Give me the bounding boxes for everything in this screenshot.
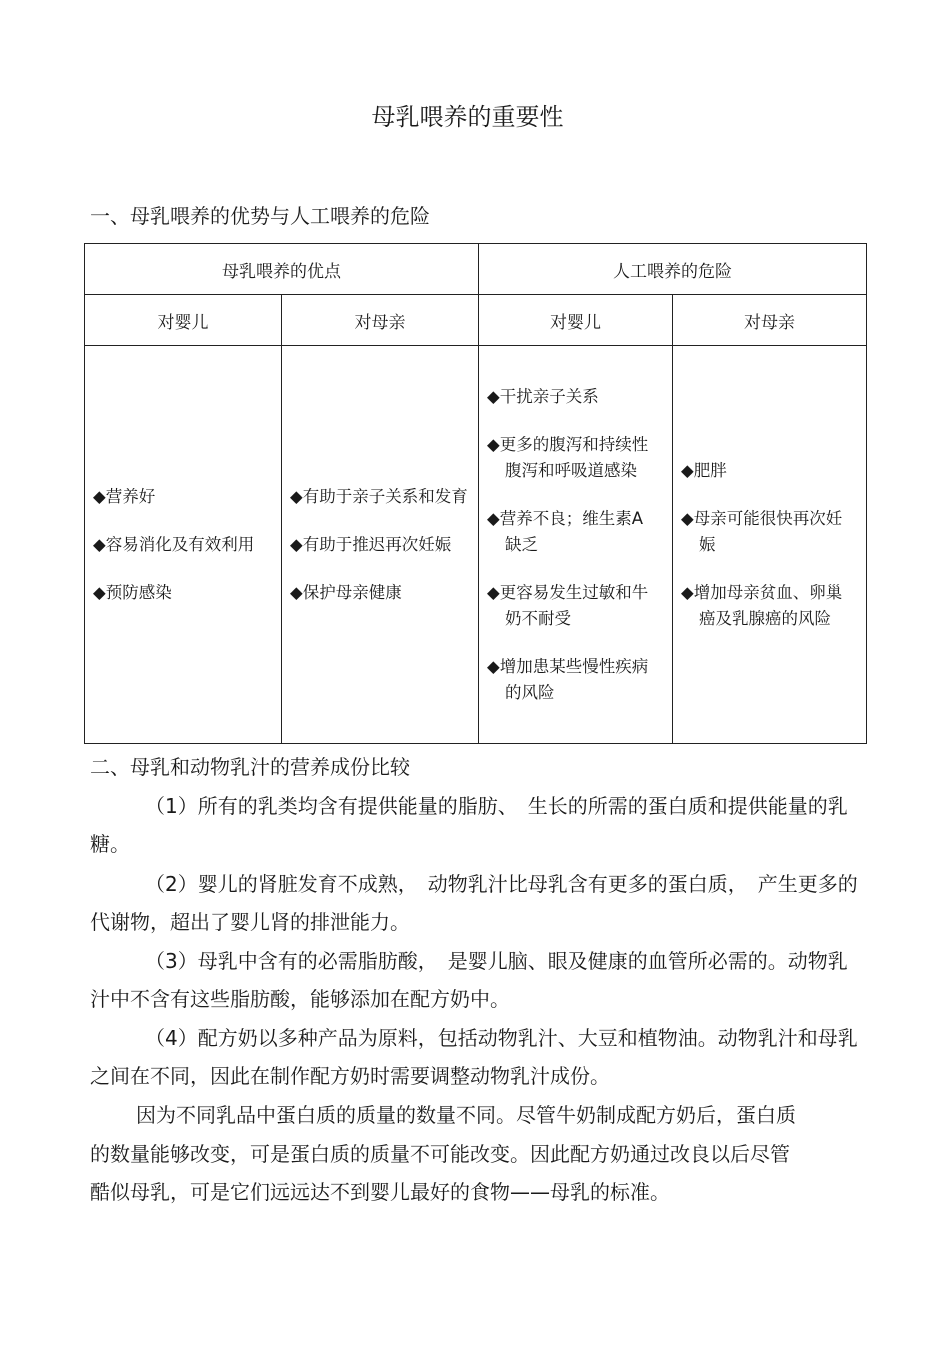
header-formula-risks: 人工喂养的危险 [479, 244, 867, 295]
list-item: ◆更多的腹泻和持续性腹泻和呼吸道感染 [487, 434, 649, 480]
section-2-heading: 二、母乳和动物乳汁的营养成份比较 [90, 755, 410, 779]
subheader-infant: 对婴儿 [85, 295, 282, 346]
list-item: ◆营养不良；维生素A 缺乏 [487, 508, 643, 554]
header-breastfeeding-benefits: 母乳喂养的优点 [85, 244, 479, 295]
subheader-mother: 对母亲 [282, 295, 479, 346]
list-item: ◆肥胖 [681, 460, 727, 480]
risks-infant-cell [479, 346, 673, 744]
paragraph-2: （2）婴儿的肾脏发育不成熟， 动物乳汁比母乳含有更多的蛋白质， 产生更多的代谢物，超出了婴儿肾的排泄能力。 [90, 872, 858, 934]
paragraph-4: （4）配方奶以多种产品为原料，包括动物乳汁、大豆和植物油。动物乳汁和母乳之间在不同，因此在制作配方奶时需要调整动物乳汁成份。 [90, 1026, 858, 1088]
list-item: ◆更容易发生过敏和牛奶不耐受 [487, 582, 649, 628]
list-item: ◆有助于推迟再次妊娠 [290, 534, 452, 554]
list-item: ◆有助于亲子关系和发育 [290, 486, 468, 506]
paragraph-5: 因为不同乳品中蛋白质的质量的数量不同。尽管牛奶制成配方奶后，蛋白质的数量能够改变，可是蛋白质的质量不可能改变。因此配方奶通过改良以后尽管酷似母乳，可是它们远远达不到婴儿最好的食物——母乳的标准。 [90, 1103, 796, 1204]
benefits-infant-cell [85, 346, 282, 744]
list-item: ◆增加患某些慢性疾病的风险 [487, 656, 649, 702]
document-title: 母乳喂养的重要性 [371, 103, 564, 131]
list-item: ◆预防感染 [93, 582, 172, 602]
list-item: ◆容易消化及有效利用 [93, 534, 255, 554]
list-item: ◆增加母亲贫血、卵巢癌及乳腺癌的风险 [681, 582, 843, 628]
list-item: ◆保护母亲健康 [290, 582, 402, 602]
subheader-infant: 对婴儿 [479, 295, 673, 346]
section-1-heading: 一、母乳喂养的优势与人工喂养的危险 [90, 204, 430, 228]
comparison-table [84, 243, 867, 744]
list-item: ◆干扰亲子关系 [487, 386, 599, 406]
subheader-mother: 对母亲 [673, 295, 867, 346]
benefits-mother-cell [282, 346, 479, 744]
risks-mother-cell [673, 346, 867, 744]
list-item: ◆母亲可能很快再次妊娠 [681, 508, 843, 554]
list-item: ◆营养好 [93, 486, 156, 506]
paragraph-1: （1）所有的乳类均含有提供能量的脂肪、 生长的所需的蛋白质和提供能量的乳糖。 [90, 794, 848, 856]
paragraph-3: （3）母乳中含有的必需脂肪酸， 是婴儿脑、眼及健康的血管所必需的。动物乳汁中不含有这些脂肪酸，能够添加在配方奶中。 [90, 949, 848, 1011]
